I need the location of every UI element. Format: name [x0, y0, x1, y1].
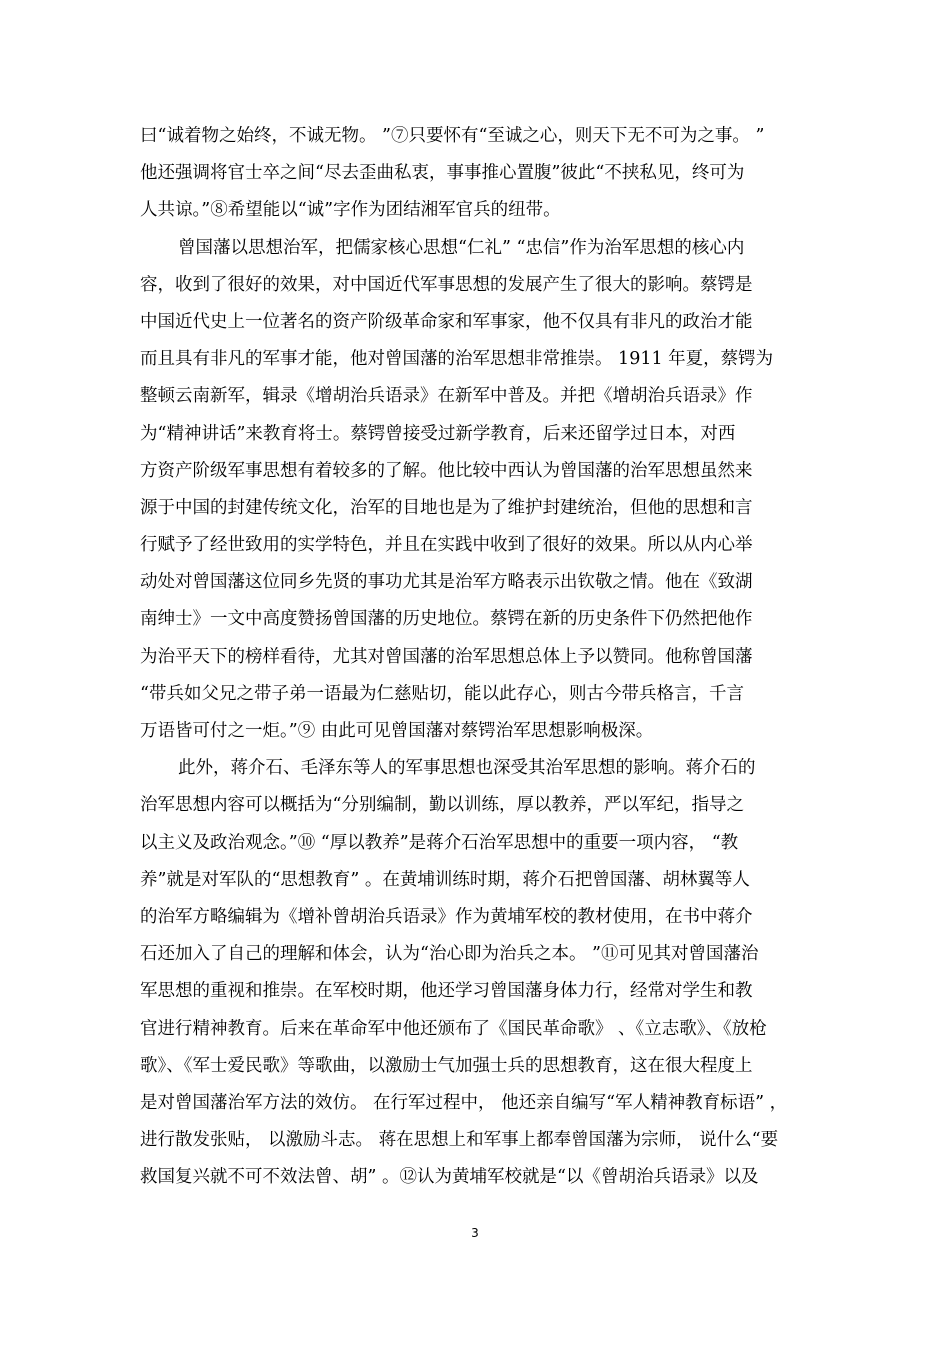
text-line: 救国复兴就不可不效法曾、胡” 。⑫认为黄埔军校就是“以《曾胡治兵语录》以及: [140, 1167, 759, 1188]
text-line: 是对曾国藩治军方法的效仿。 在行军过程中， 他还亲自编写“军人精神教育标语” ，: [140, 1092, 788, 1113]
text-line: 动处对曾国藩这位同乡先贤的事功尤其是治军方略表示出钦敬之情。他在《致湖: [140, 572, 753, 593]
text-line: 歌》、《军士爱民歌》等歌曲，以激励士气加强士兵的思想教育，这在很大程度上: [140, 1055, 753, 1076]
text-line: 官进行精神教育。后来在革命军中他还颁布了《国民革命歌》 、《立志歌》、《放枪: [140, 1018, 767, 1039]
text-line: 容，收到了很好的效果，对中国近代军事思想的发展产生了很大的影响。蔡锷是: [140, 274, 753, 295]
text-line: 进行散发张贴， 以激励斗志。 蒋在思想上和军事上都奉曾国藩为宗师， 说什么“要: [140, 1130, 779, 1151]
text-line: 石还加入了自己的理解和体会，认为“治心即为治兵之本。 ”⑪可见其对曾国藩治: [140, 944, 759, 965]
text-line: 万语皆可付之一炬。”⑨ 由此可见曾国藩对蔡锷治军思想影响极深。: [140, 721, 654, 741]
text-line: 他还强调将官士卒之间“尽去歪曲私衷，事事推心置腹”彼此“不挟私见，终可为: [140, 163, 745, 184]
text-line: 而且具有非凡的军事才能，他对曾国藩的治军思想非常推崇。 1911 年夏，蔡锷为: [140, 349, 774, 370]
text-line: 方资产阶级军事思想有着较多的了解。他比较中西认为曾国藩的治军思想虽然来: [140, 460, 753, 481]
body-text: [140, 118, 830, 1196]
text-line: 为治平天下的榜样看待，尤其对曾国藩的治军思想总体上予以赞同。他称曾国藩: [140, 646, 753, 667]
text-line: 行赋予了经世致用的实学特色，并且在实践中收到了很好的效果。所以从内心举: [140, 535, 753, 556]
text-line: 源于中国的封建传统文化，治军的目地也是为了维护封建统治，但他的思想和言: [140, 497, 753, 518]
text-line: 整顿云南新军，辑录《增胡治兵语录》在新军中普及。并把《增胡治兵语录》作: [140, 386, 753, 407]
text-line: 的治军方略编辑为《增补曾胡治兵语录》作为黄埔军校的教材使用，在书中蒋介: [140, 906, 753, 927]
text-line: 养”就是对军队的“思想教育” 。在黄埔训练时期，蒋介石把曾国藩、胡林翼等人: [140, 869, 750, 890]
paragraph-start-line: 此外，蒋介石、毛泽东等人的军事思想也深受其治军思想的影响。蒋介石的: [178, 758, 756, 779]
paragraph-start-line: 曾国藩以思想治军，把儒家核心思想“仁礼” “忠信”作为治军思想的核心内: [178, 237, 745, 258]
text-line: 军思想的重视和推崇。在军校时期，他还学习曾国藩身体力行，经常对学生和教: [140, 981, 753, 1002]
text-line: “带兵如父兄之带子弟一语最为仁慈贴切，能以此存心，则古今带兵格言，千言: [140, 683, 744, 704]
text-line: 曰“诚着物之始终，不诚无物。 ”⑦只要怀有“至诚之心，则天下无不可为之事。 ”: [140, 126, 765, 146]
text-line: 中国近代史上一位著名的资产阶级革命家和军事家，他不仅具有非凡的政治才能: [140, 311, 753, 332]
text-line: 人共谅。”⑧希望能以“诚”字作为团结湘军官兵的纽带。: [140, 200, 561, 221]
text-line: 为“精神讲话”来教育将士。蔡锷曾接受过新学教育，后来还留学过日本，对西: [140, 423, 736, 444]
text-line: 南绅士》一文中高度赞扬曾国藩的历史地位。蔡锷在新的历史条件下仍然把他作: [140, 609, 753, 630]
text-line: 治军思想内容可以概括为“分别编制，勤以训练，厚以教养，严以军纪，指导之: [140, 795, 744, 816]
text-line: 以主义及政治观念。”⑩ “厚以教养”是蒋介石治军思想中的重要一项内容， “教: [140, 832, 739, 853]
page-number: 3: [471, 1226, 479, 1240]
